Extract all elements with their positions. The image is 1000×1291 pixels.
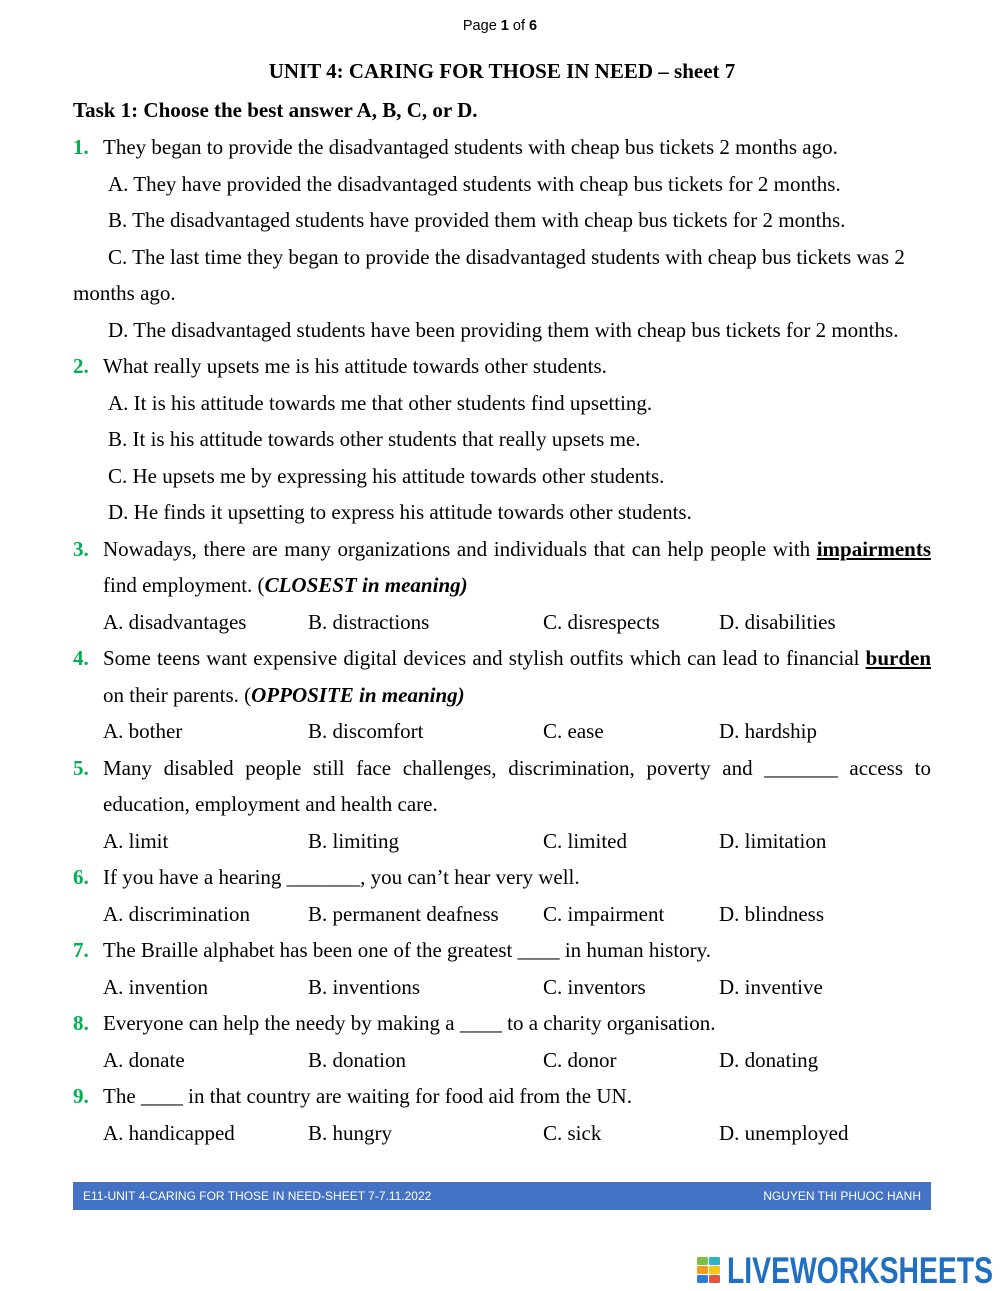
question-number: 5. <box>73 755 89 780</box>
question-number: 3. <box>73 536 89 561</box>
question-text-continuation: on their parents. ( <box>103 682 252 707</box>
question-7 <box>73 932 931 1005</box>
liveworksheets-logo[interactable] <box>697 1250 993 1284</box>
question-text: The Braille alphabet has been one of the greatest ____ in human history. <box>103 938 712 962</box>
option-b[interactable]: B. hungry <box>308 1120 392 1145</box>
question-3 <box>73 531 931 641</box>
option-b[interactable]: B. limiting <box>308 828 400 853</box>
question-stem <box>73 750 931 823</box>
question-text: If you have a hearing _______, you can’t hear very well. <box>103 865 580 889</box>
question-1 <box>73 129 931 348</box>
question-5 <box>73 750 931 860</box>
question-number: 8. <box>73 1011 89 1035</box>
option-b[interactable]: B. distractions <box>308 609 430 634</box>
option-b[interactable]: B. inventions <box>308 974 421 999</box>
logo-tile <box>697 1275 708 1283</box>
question-2 <box>73 348 931 531</box>
question-number: 1. <box>73 135 89 159</box>
question-text: Everyone can help the needy by making a ____ to a charity organisation. <box>103 1011 716 1035</box>
liveworksheets-logo-icon <box>697 1257 720 1283</box>
question-text-continuation: find employment. ( <box>103 573 265 597</box>
question-9 <box>73 1078 931 1151</box>
total-pages-number: 6 <box>529 18 538 34</box>
option-c[interactable]: C. The last time they began to provide the disadvantaged students with cheap bus tickets was 2 months ago. <box>73 244 905 305</box>
option-c[interactable]: C. impairment <box>543 901 665 926</box>
option-a[interactable]: A. They have provided the disadvantaged students with cheap bus tickets for 2 months. <box>108 171 841 196</box>
page-label: Page <box>462 18 497 34</box>
question-text: They began to provide the disadvantaged students with cheap bus tickets 2 months ago. <box>103 135 838 159</box>
question-number: 9. <box>73 1084 89 1108</box>
option-c[interactable]: C. inventors <box>543 974 646 999</box>
question-stem <box>73 640 931 713</box>
option-b[interactable]: B. donation <box>308 1047 406 1072</box>
question-number: 2. <box>73 354 89 378</box>
option-b[interactable]: B. permanent deafness <box>308 901 499 926</box>
underlined-keyword: impairments <box>816 536 932 561</box>
question-text: What really upsets me is his attitude towards other students. <box>103 354 607 378</box>
liveworksheets-logo-graphic <box>697 1250 993 1284</box>
question-stem <box>73 348 931 385</box>
option-c[interactable]: C. ease <box>543 719 604 743</box>
page-of-label: of <box>512 18 525 34</box>
option-b[interactable]: B. The disadvantaged students have provided them with cheap bus tickets for 2 months. <box>108 208 846 232</box>
underlined-keyword: burden <box>865 646 931 670</box>
option-c[interactable]: C. limited <box>543 828 627 853</box>
question-number: 4. <box>73 646 89 670</box>
footer-sheet-info: E11-UNIT 4-CARING FOR THOSE IN NEED-SHEET 7-7.11.2022 <box>83 1189 432 1203</box>
question-text: Many disabled people still face challenges, discrimination, poverty and _______ access to education, employment and health care. <box>103 755 931 816</box>
task-instruction: Task 1: Choose the best answer A, B, C, or D. <box>73 98 478 122</box>
option-b[interactable]: B. discomfort <box>308 719 424 743</box>
logo-tile <box>697 1257 708 1265</box>
options-row <box>73 1115 931 1152</box>
footer-author: NGUYEN THI PHUOC HANH <box>763 1189 921 1203</box>
question-stem <box>73 1005 931 1042</box>
option-d[interactable]: D. hardship <box>719 719 817 743</box>
option-d[interactable]: D. inventive <box>719 974 823 999</box>
option-a[interactable]: A. disadvantages <box>103 609 247 634</box>
worksheet-content <box>73 52 931 1151</box>
logo-tile <box>697 1266 708 1274</box>
option-c[interactable]: C. sick <box>543 1120 602 1145</box>
page-counter <box>0 17 1000 35</box>
question-stem <box>73 129 931 166</box>
option-d[interactable]: D. unemployed <box>719 1120 849 1145</box>
option-d[interactable]: D. blindness <box>719 901 824 926</box>
question-stem <box>73 1078 931 1115</box>
option-a[interactable]: A. invention <box>103 974 208 999</box>
option-d[interactable]: D. The disadvantaged students have been providing them with cheap bus tickets for 2 months. <box>108 317 899 342</box>
option-a[interactable]: A. handicapped <box>103 1120 235 1145</box>
options-row <box>73 1042 931 1079</box>
option-c[interactable]: C. He upsets me by expressing his attitude towards other students. <box>108 463 665 488</box>
question-stem <box>73 531 931 604</box>
question-number: 6. <box>73 865 89 889</box>
question-number: 7. <box>73 938 89 962</box>
option-d[interactable]: D. He finds it upsetting to express his attitude towards other students. <box>108 500 692 524</box>
options-row <box>73 896 931 933</box>
options-row <box>73 604 931 641</box>
question-4 <box>73 640 931 750</box>
brand-wordmark: LIVEWORKSHEETS <box>727 1250 993 1284</box>
option-d[interactable]: D. limitation <box>719 828 827 853</box>
logo-tile <box>709 1266 720 1274</box>
option-a[interactable]: A. It is his attitude towards me that other students find upsetting. <box>108 390 653 415</box>
option-a[interactable]: A. donate <box>103 1047 185 1072</box>
current-page-number: 1 <box>500 18 509 34</box>
options-row <box>73 713 931 750</box>
option-a[interactable]: A. limit <box>103 828 169 853</box>
question-text: Nowadays, there are many organizations and individuals that can help people with <box>103 536 811 561</box>
question-text: Some teens want expensive digital devices and stylish outfits which can lead to financial <box>103 646 860 670</box>
option-d[interactable]: D. donating <box>719 1047 819 1072</box>
question-stem <box>73 932 931 969</box>
logo-tile <box>709 1275 720 1283</box>
question-6 <box>73 859 931 932</box>
footer-bar <box>73 1182 931 1210</box>
option-c[interactable]: C. disrespects <box>543 609 660 634</box>
question-text: The ____ in that country are waiting for food aid from the UN. <box>103 1084 632 1108</box>
option-c[interactable]: C. donor <box>543 1047 617 1072</box>
option-a[interactable]: A. discrimination <box>103 901 250 926</box>
options-row <box>73 969 931 1006</box>
meaning-instruction: OPPOSITE in meaning) <box>251 682 465 707</box>
option-d[interactable]: D. disabilities <box>719 609 836 634</box>
option-b[interactable]: B. It is his attitude towards other students that really upsets me. <box>108 427 641 451</box>
logo-tile <box>709 1257 720 1265</box>
question-8 <box>73 1005 931 1078</box>
question-stem <box>73 859 931 896</box>
worksheet-title: UNIT 4: CARING FOR THOSE IN NEED – sheet 7 <box>268 59 736 83</box>
meaning-instruction: CLOSEST in meaning) <box>264 573 468 597</box>
option-a[interactable]: A. bother <box>103 719 183 743</box>
options-row <box>73 823 931 860</box>
